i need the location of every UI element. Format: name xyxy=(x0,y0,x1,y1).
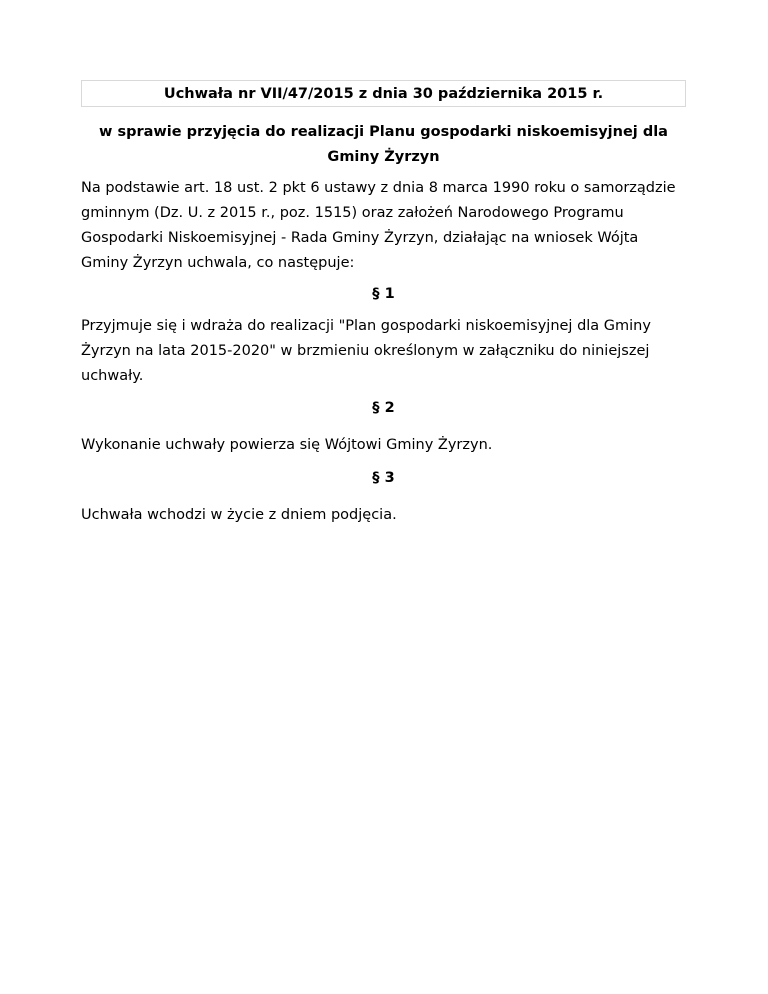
section-2-paragraph xyxy=(81,433,686,458)
section-2-heading: § 2 xyxy=(372,400,395,416)
section-3-paragraph xyxy=(81,503,686,528)
subject-line: Gminy Żyrzyn xyxy=(327,149,440,165)
preamble-line: gminnym (Dz. U. z 2015 r., poz. 1515) oraz założeń Narodowego Programu xyxy=(81,205,624,221)
section-2-line: Wykonanie uchwały powierza się Wójtowi Gminy Żyrzyn. xyxy=(81,437,493,453)
preamble-line: Na podstawie art. 18 ust. 2 pkt 6 ustawy z dnia 8 marca 1990 roku o samorządzie xyxy=(81,180,676,196)
preamble-paragraph xyxy=(81,176,686,276)
preamble-line: Gminy Żyrzyn uchwala, co następuje: xyxy=(81,255,355,271)
preamble-line: Gospodarki Niskoemisyjnej - Rada Gminy Żyrzyn, działając na wniosek Wójta xyxy=(81,230,639,246)
section-1-line: Żyrzyn na lata 2015-2020" w brzmieniu określonym w załączniku do niniejszej xyxy=(81,343,650,359)
section-1-paragraph xyxy=(81,314,686,389)
subject-line: w sprawie przyjęcia do realizacji Planu gospodarki niskoemisyjnej dla xyxy=(99,124,668,140)
section-1-heading: § 1 xyxy=(372,286,395,302)
document-title xyxy=(81,80,686,107)
section-3-line: Uchwała wchodzi w życie z dniem podjęcia. xyxy=(81,507,397,523)
section-1-line: Przyjmuje się i wdraża do realizacji "Plan gospodarki niskoemisyjnej dla Gminy xyxy=(81,318,651,334)
section-1-line: uchwały. xyxy=(81,368,144,384)
section-3-heading: § 3 xyxy=(372,470,395,486)
document-subject xyxy=(81,120,686,170)
document-title-text: Uchwała nr VII/47/2015 z dnia 30 października 2015 r. xyxy=(163,85,604,102)
